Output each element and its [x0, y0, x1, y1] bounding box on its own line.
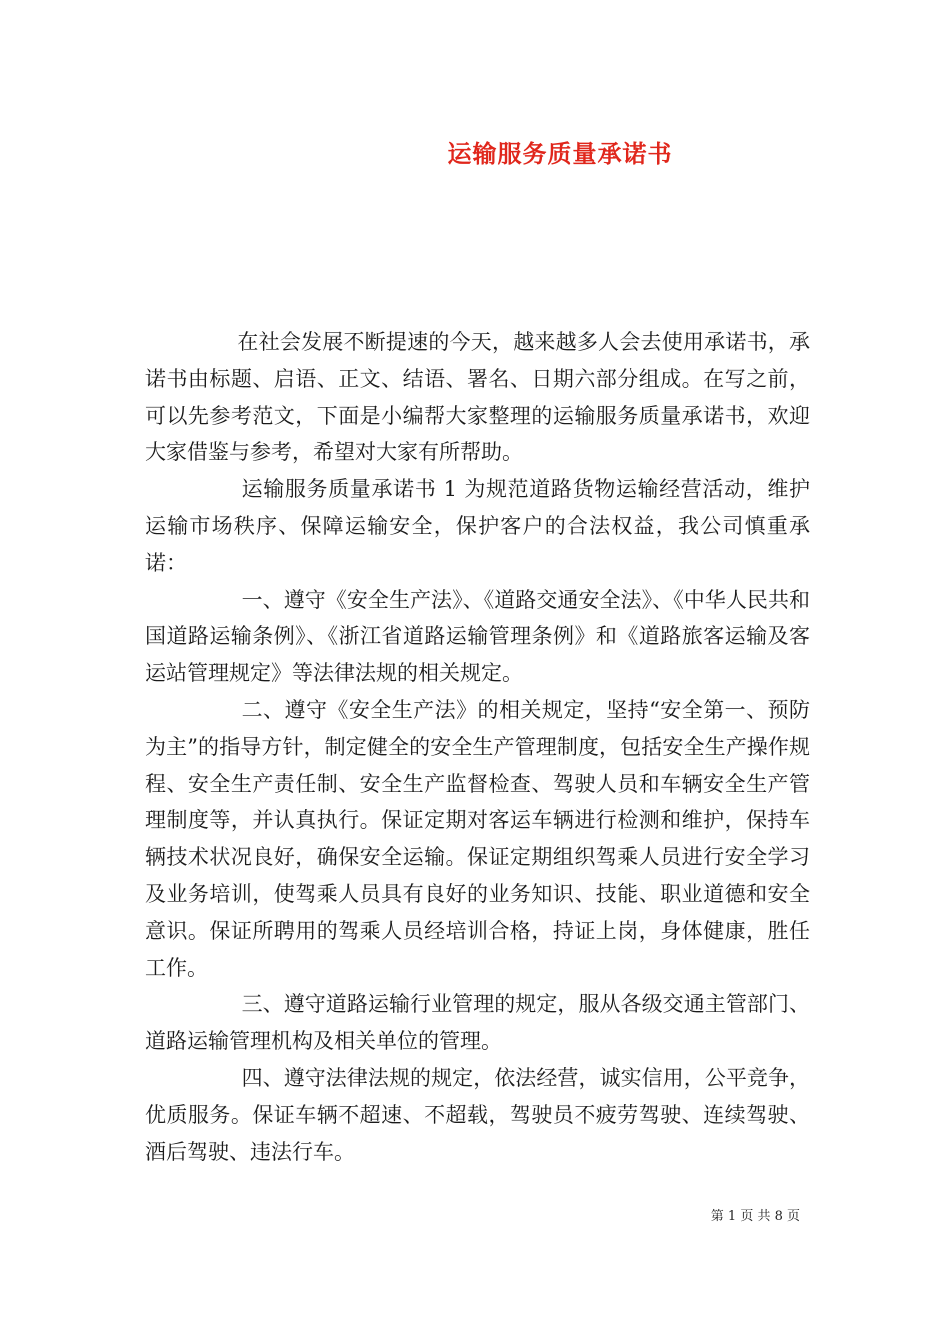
document-title: 运输服务质量承诺书 [447, 139, 673, 168]
page-number: 第 1 页 共 8 页 [710, 1209, 800, 1224]
paragraph-preamble: 运输服务质量承诺书 1 为规范道路货物运输经营活动，维护运输市场秩序、保障运输安全，保护客户的合法权益，我公司慎重承诺： [145, 477, 810, 575]
paragraph-item-1: 一、遵守《安全生产法》、《道路交通安全法》、《中华人民共和国道路运输条例》、《浙江省道路运输管理条例》和《道路旅客运输及客运站管理规定》等法律法规的相关规定。 [145, 587, 810, 686]
document-body [145, 324, 810, 1170]
paragraph-item-4: 四、遵守法律法规的规定，依法经营，诚实信用，公平竞争，优质服务。保证车辆不超速、不超载，驾驶员不疲劳驾驶、连续驾驶、酒后驾驶、违法行车。 [145, 1065, 810, 1164]
paragraph-item-3: 三、遵守道路运输行业管理的规定，服从各级交通主管部门、道路运输管理机构及相关单位的管理。 [145, 992, 810, 1054]
paragraph-item-2: 二、遵守《安全生产法》的相关规定，坚持“安全第一、预防为主”的指导方针，制定健全的安全生产管理制度，包括安全生产操作规程、安全生产责任制、安全生产监督检查、驾驶人员和车辆安全生产管理制度等，并认真执行。保证定期对客运车辆进行检测和维护，保持车辆技术状况良好，确保安全运输。保证定期组织驾乘人员进行安全学习及业务培训，使驾乘人员具有良好的业务知识、技能、职业道德和安全意识。保证所聘用的驾乘人员经培训合格，持证上岗，身体健康，胜任工作。 [145, 697, 810, 980]
paragraph-intro: 在社会发展不断提速的今天，越来越多人会去使用承诺书，承诺书由标题、启语、正文、结语、署名、日期六部分组成。在写之前，可以先参考范文，下面是小编帮大家整理的运输服务质量承诺书，欢迎大家借鉴与参考，希望对大家有所帮助。 [145, 330, 810, 465]
